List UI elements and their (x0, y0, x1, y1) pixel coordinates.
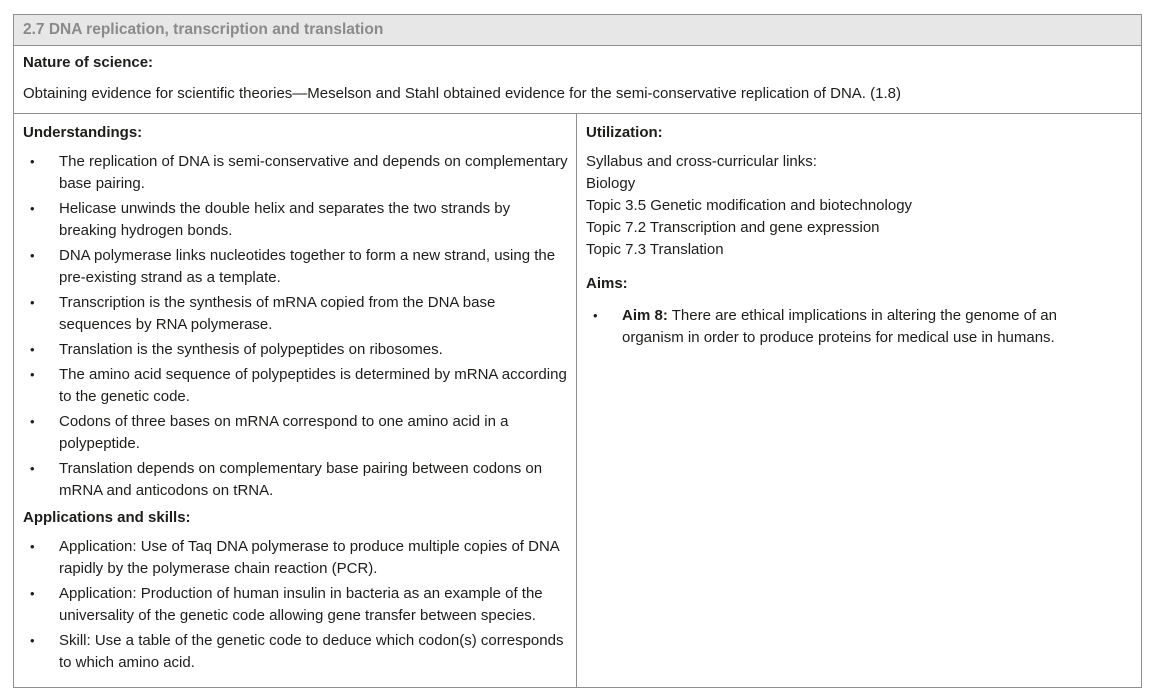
list-item (23, 151, 570, 195)
list-item (23, 339, 570, 361)
utilization-column (577, 114, 1141, 687)
utilization-heading: Utilization: (586, 124, 663, 141)
bullet-icon: • (30, 154, 35, 169)
nature-of-science-heading: Nature of science: (23, 54, 154, 71)
list-item-text: Translation depends on complementary base pairing between codons on mRNA and anticodons on tRNA. (59, 460, 543, 499)
text-line: Topic 7.3 Translation (586, 241, 724, 258)
understandings-list (23, 151, 570, 502)
topic-header-bar (14, 15, 1141, 46)
content-columns (14, 114, 1141, 687)
understandings-column (14, 114, 577, 687)
applications-and-skills-heading: Applications and skills: (23, 509, 191, 526)
bullet-icon: • (593, 308, 598, 323)
bullet-icon: • (30, 367, 35, 382)
list-item-text: DNA polymerase links nucleotides together to form a new strand, using the pre-existing strand as a template. (59, 247, 556, 286)
text-line: Syllabus and cross-curricular links: (586, 153, 817, 170)
understandings-heading: Understandings: (23, 124, 143, 141)
aims-list (586, 305, 1135, 349)
topic-title: 2.7 DNA replication, transcription and translation (23, 21, 384, 38)
list-item-text: Transcription is the synthesis of mRNA copied from the DNA base sequences by RNA polymerase. (59, 294, 496, 333)
list-item-text: Skill: Use a table of the genetic code to deduce which codon(s) corresponds to which amino acid. (59, 632, 564, 671)
nature-of-science-section (14, 46, 1141, 114)
list-item-text: Helicase unwinds the double helix and separates the two strands by breaking hydrogen bonds. (59, 200, 511, 239)
list-item (23, 411, 570, 455)
list-item (23, 198, 570, 242)
aim-label: Aim 8: (622, 307, 668, 324)
list-item (23, 292, 570, 336)
list-item-text: The replication of DNA is semi-conservative and depends on complementary base pairing. (59, 153, 568, 192)
utilization-links-list (586, 151, 1135, 261)
text-line: Topic 7.2 Transcription and gene expression (586, 219, 880, 236)
bullet-icon: • (30, 201, 35, 216)
applications-and-skills-list (23, 536, 570, 674)
list-item-text: Aim 8: There are ethical implications in altering the genome of an organism in order to produce proteins for medical use in humans. (622, 307, 1057, 346)
nature-of-science-text: Obtaining evidence for scientific theories—Meselson and Stahl obtained evidence for the semi-conservative replication of DNA. (1.8) (23, 85, 901, 102)
list-item (23, 245, 570, 289)
list-item-text: Application: Use of Taq DNA polymerase to produce multiple copies of DNA rapidly by the polymerase chain reaction (PCR). (59, 538, 559, 577)
list-item-text: The amino acid sequence of polypeptides is determined by mRNA according to the genetic code. (59, 366, 567, 405)
list-item-text: Application: Production of human insulin in bacteria as an example of the universality of the genetic code allowing gene transfer between species. (59, 585, 543, 624)
bullet-icon: • (30, 633, 35, 648)
text-line: Biology (586, 175, 636, 192)
list-item-text: Translation is the synthesis of polypeptides on ribosomes. (59, 341, 443, 358)
list-item (23, 630, 570, 674)
text-line: Topic 3.5 Genetic modification and biotechnology (586, 197, 913, 214)
list-item-text: Codons of three bases on mRNA correspond to one amino acid in a polypeptide. (59, 413, 509, 452)
list-item (23, 536, 570, 580)
list-item (586, 305, 1135, 349)
topic-table (13, 14, 1142, 688)
bullet-icon: • (30, 248, 35, 263)
bullet-icon: • (30, 414, 35, 429)
list-item (23, 583, 570, 627)
list-item (23, 364, 570, 408)
list-item (23, 458, 570, 502)
bullet-icon: • (30, 342, 35, 357)
aims-heading: Aims: (586, 275, 628, 292)
bullet-icon: • (30, 586, 35, 601)
bullet-icon: • (30, 295, 35, 310)
bullet-icon: • (30, 539, 35, 554)
bullet-icon: • (30, 461, 35, 476)
